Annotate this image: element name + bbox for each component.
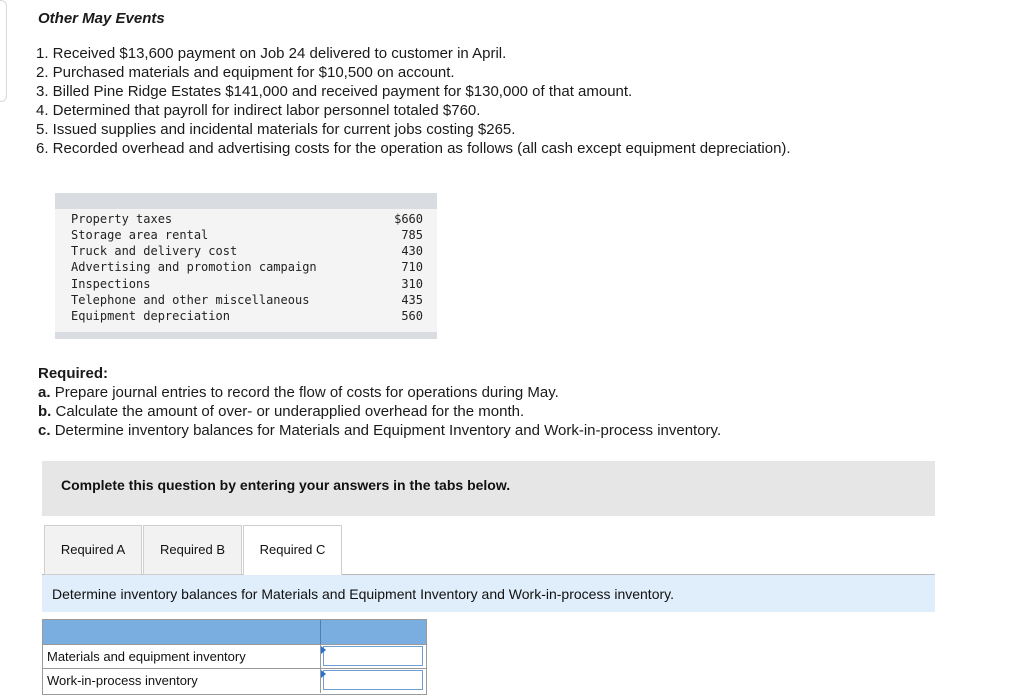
answer-table-header: [43, 620, 426, 644]
materials-equipment-inventory-input[interactable]: [323, 646, 423, 666]
event-item: 4. Determined that payroll for indirect labor personnel totaled $760.: [36, 102, 481, 119]
tab-description: [42, 575, 935, 612]
required-item: [38, 421, 721, 440]
required-text: Prepare journal entries to record the flow of costs for operations during May.: [54, 384, 559, 401]
tab-description-text: Determine inventory balances for Materials and Equipment Inventory and Work-in-process inventory.: [52, 586, 674, 602]
answer-table: [42, 619, 427, 695]
work-in-process-inventory-input[interactable]: [323, 670, 423, 690]
cost-label: Truck and delivery cost: [71, 244, 238, 258]
cost-row: [71, 259, 423, 275]
input-marker-icon: [321, 670, 326, 678]
table-bottom-bar: [55, 332, 437, 339]
tab-required-b[interactable]: Required B: [143, 525, 242, 575]
instruction-text: Complete this question by entering your answers in the tabs below.: [61, 477, 511, 493]
required-text: Determine inventory balances for Materials and Equipment Inventory and Work-in-process inventory.: [54, 422, 722, 439]
cost-label: Telephone and other miscellaneous: [71, 293, 310, 307]
cost-label: Property taxes: [71, 212, 173, 226]
table-top-bar: [55, 193, 437, 209]
cost-label: Advertising and promotion campaign: [71, 260, 317, 274]
tab-required-c[interactable]: Required C: [243, 525, 342, 576]
required-text: Calculate the amount of over- or underapplied overhead for the month.: [55, 403, 525, 420]
required-title: Required:: [38, 365, 109, 382]
cost-row: [71, 211, 423, 227]
section-heading: Other May Events: [38, 10, 165, 27]
required-list: [38, 383, 721, 440]
event-item: 6. Recorded overhead and advertising costs for the operation as follows (all cash except equipment depreciation).: [36, 140, 791, 157]
events-list: [36, 44, 791, 158]
required-letter: a.: [38, 384, 51, 401]
cost-amount: $660: [394, 212, 423, 226]
cost-amount: 560: [401, 309, 423, 323]
left-panel-edge: [0, 0, 7, 102]
input-marker-icon: [321, 646, 326, 654]
required-letter: c.: [38, 422, 51, 439]
cost-amount: 430: [401, 244, 423, 258]
event-item: 1. Received $13,600 payment on Job 24 delivered to customer in April.: [36, 45, 507, 62]
event-item: 2. Purchased materials and equipment for $10,500 on account.: [36, 64, 455, 81]
cost-amount: 710: [401, 260, 423, 274]
cost-amount: 435: [401, 293, 423, 307]
instruction-banner: [42, 461, 935, 516]
row-label: Work-in-process inventory: [47, 673, 198, 688]
required-letter: b.: [38, 403, 52, 420]
cost-amount: 785: [401, 228, 423, 242]
event-item: 5. Issued supplies and incidental materials for current jobs costing $265.: [36, 121, 516, 138]
cost-row: [71, 227, 423, 243]
cost-row: [71, 276, 423, 292]
cost-label: Storage area rental: [71, 228, 209, 242]
cost-row: [71, 243, 423, 259]
cost-label: Equipment depreciation: [71, 309, 230, 323]
cost-amount: 310: [401, 277, 423, 291]
header-divider: [320, 620, 321, 644]
event-item: 3. Billed Pine Ridge Estates $141,000 and received payment for $130,000 of that amount.: [36, 83, 633, 100]
table-row: [43, 668, 426, 693]
table-row: [43, 644, 426, 669]
required-item: [38, 383, 721, 402]
row-label: Materials and equipment inventory: [47, 649, 246, 664]
tab-required-a[interactable]: Required A: [44, 525, 142, 575]
required-item: [38, 402, 721, 421]
cost-label: Inspections: [71, 277, 151, 291]
cost-row: [71, 308, 423, 324]
cost-row: [71, 292, 423, 308]
